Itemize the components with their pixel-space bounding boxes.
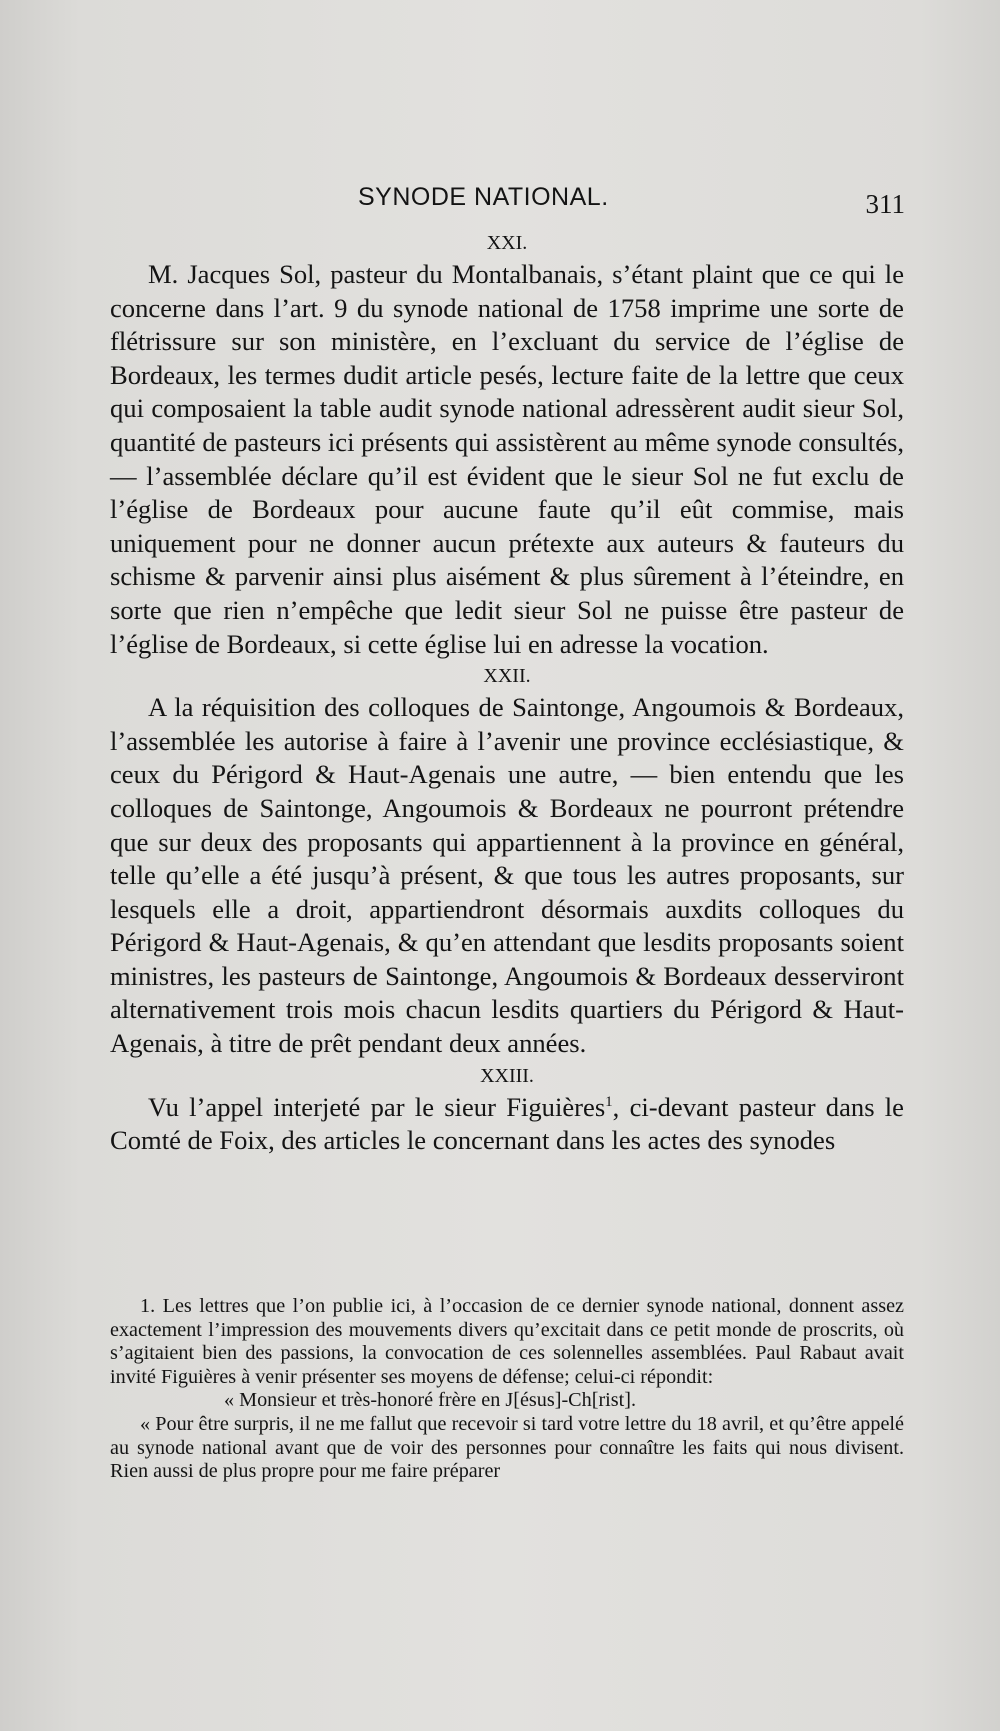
section-23-paragraph xyxy=(110,1091,904,1158)
section-22-paragraph: A la réquisition des colloques de Saintonge, Angoumois & Bordeaux, l’assemblée les autorise à faire à l’avenir une province ecclésiastique, & ceux du Périgord & Haut-Agenais une autre, — bien entendu que les colloques de Saintonge, Angoumois & Bordeaux ne pourront prétendre que sur deux des proposants qui appartiennent à la province en général, telle qu’elle a été jusqu’à présent, & que tous les autres proposants, sur lesquels elle a droit, appartiendront désormais auxdits colloques du Périgord & Haut-Agenais, & qu’en attendant que lesdits proposants soient ministres, les pasteurs de Saintonge, Angoumois & Bordeaux desserviront alternativement trois mois chacun lesdits quartiers du Périgord & Haut-Agenais, à titre de prêt pendant deux années. xyxy=(110,692,904,1059)
footnote-reference: 1 xyxy=(605,1093,613,1110)
footnote-salutation: « Monsieur et très-honoré frère en J[ésus]-Ch[rist]. xyxy=(224,1389,637,1412)
section-23-text-end: , ci-devant pasteur dans le Comté de Foix, des articles le concernant dans les actes des synodes xyxy=(110,1091,904,1156)
running-title: SYNODE NATIONAL. xyxy=(358,183,609,211)
page-header xyxy=(110,183,905,223)
page-number: 311 xyxy=(865,189,905,219)
footnote-letter: « Pour être surpris, il ne me fallut que recevoir si tard votre lettre du 18 avril, et qu’être appelé au synode national avant que de voir des personnes pour connaître les faits qui nous divisent. Rien aussi de plus propre pour me faire préparer xyxy=(110,1412,904,1483)
main-text xyxy=(110,228,904,1158)
section-number-23: XXIII. xyxy=(480,1064,534,1087)
section-23-text-start: Vu l’appel interjeté par le sieur Figuières xyxy=(148,1091,606,1122)
section-number-22: XXII. xyxy=(483,665,531,688)
section-21-paragraph: M. Jacques Sol, pasteur du Montalbanais, s’étant plaint que ce qui le concerne dans l’art. 9 du synode national de 1758 imprime une sorte de flétrissure sur son ministère, en l’excluant du service de l’église de Bordeaux, les termes dudit article pesés, lecture faite de la lettre que ceux qui composaient la table audit synode national adressèrent audit sieur Sol, quantité de pasteurs ici présents qui assistèrent au même synode consultés, — l’assemblée déclare qu’il est évident que le sieur Sol ne fut exclu de l’église de Bordeaux pour aucune faute qu’il eût commise, mais uniquement pour ne donner aucun prétexte aux auteurs & fauteurs du schisme & parvenir ainsi plus aisément & plus sûrement à l’éteindre, en sorte que rien n’empêche que ledit sieur Sol ne puisse être pasteur de l’église de Bordeaux, si cette église lui en adresse la vocation. xyxy=(110,259,904,659)
section-number-21: XXI. xyxy=(486,232,528,254)
footnote-1: 1. Les lettres que l’on publie ici, à l’occasion de ce dernier synode national, donnent assez exactement l’impression des mouvements divers qu’excitait dans ce petit monde de proscrits, où s’agitaient bien des passions, la convocation de ces solennelles assemblées. Paul Rabaut avait invité Figuières à venir présenter ses moyens de défense; celui-ci répondit: xyxy=(110,1295,904,1388)
footnotes xyxy=(110,1295,904,1484)
